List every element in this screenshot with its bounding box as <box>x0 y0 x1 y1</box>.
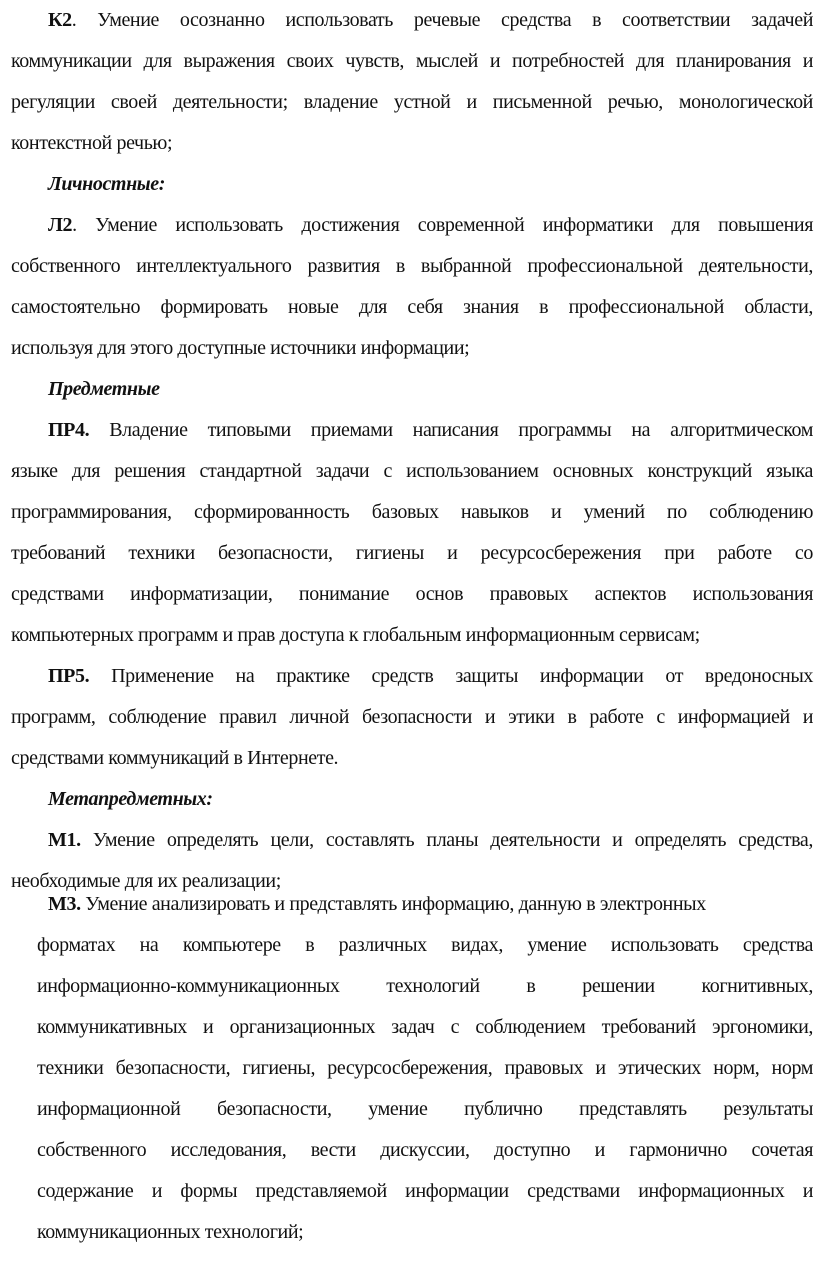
subject-heading: Предметные <box>48 378 160 400</box>
l2-line-1: Л2. Умение использовать достижения современной информатики для повышения <box>48 214 813 236</box>
m3-tag: М3. <box>48 893 81 915</box>
m3-line-2: форматах на компьютере в различных видах, умение использовать средства <box>37 934 813 956</box>
pr5-line-2: программ, соблюдение правил личной безопасности и этики в работе с информацией и <box>11 706 813 728</box>
m1-tag: М1. <box>48 829 81 851</box>
pr4-line-5: средствами информатизации, понимание основ правовых аспектов использования <box>11 583 813 605</box>
m3-line-9: коммуникационных технологий; <box>37 1221 304 1243</box>
m1-line-2: необходимые для их реализации; <box>11 870 281 892</box>
pr4-line-3: программирования, сформированность базовых навыков и умений по соблюдению <box>11 501 813 523</box>
m3-line-1: М3. Умение анализировать и представлять информацию, данную в электронных <box>48 893 706 915</box>
k2-line-1: К2. Умение осознанно использовать речевые средства в соответствии задачей <box>48 9 813 31</box>
m3-line-7: собственного исследования, вести дискуссии, доступно и гармонично сочетая <box>37 1139 813 1161</box>
k2-line-2: коммуникации для выражения своих чувств, мыслей и потребностей для планирования и <box>11 50 813 72</box>
personal-heading: Личностные: <box>48 173 165 195</box>
pr4-line-2: языке для решения стандартной задачи с использованием основных конструкций языка <box>11 460 813 482</box>
k2-line-4: контекстной речью; <box>11 132 173 154</box>
m3-line-6: информационной безопасности, умение публично представлять результаты <box>37 1098 813 1120</box>
k2-tag: К2 <box>48 9 72 31</box>
pr5-line-1: ПР5. Применение на практике средств защиты информации от вредоносных <box>48 665 813 687</box>
m3-line-5: техники безопасности, гигиены, ресурсосбережения, правовых и этических норм, норм <box>37 1057 813 1079</box>
pr5-line-3: средствами коммуникаций в Интернете. <box>11 747 339 769</box>
l2-line-3: самостоятельно формировать новые для себя знания в профессиональной области, <box>11 296 813 318</box>
m3-line-8: содержание и формы представляемой информации средствами информационных и <box>37 1180 813 1202</box>
pr5-tag: ПР5. <box>48 665 90 687</box>
k2-line-3: регуляции своей деятельности; владение устной и письменной речью, монологической <box>11 91 813 113</box>
m1-line-1: М1. Умение определять цели, составлять планы деятельности и определять средства, <box>48 829 813 851</box>
l2-tag: Л2 <box>48 214 73 236</box>
l2-line-4: используя для этого доступные источники информации; <box>11 337 470 359</box>
meta-heading: Метапредметных: <box>48 788 213 810</box>
pr4-line-1: ПР4. Владение типовыми приемами написания программы на алгоритмическом <box>48 419 813 441</box>
pr4-tag: ПР4. <box>48 419 90 441</box>
m3-line-3: информационно-коммуникационных технологий в решении когнитивных, <box>37 975 813 997</box>
l2-line-2: собственного интеллектуального развития в выбранной профессиональной деятельности, <box>11 255 813 277</box>
m3-line-4: коммуникативных и организационных задач с соблюдением требований эргономики, <box>37 1016 813 1038</box>
pr4-line-6: компьютерных программ и прав доступа к глобальным информационным сервисам; <box>11 624 700 646</box>
pr4-line-4: требований техники безопасности, гигиены и ресурсосбережения при работе со <box>11 542 813 564</box>
